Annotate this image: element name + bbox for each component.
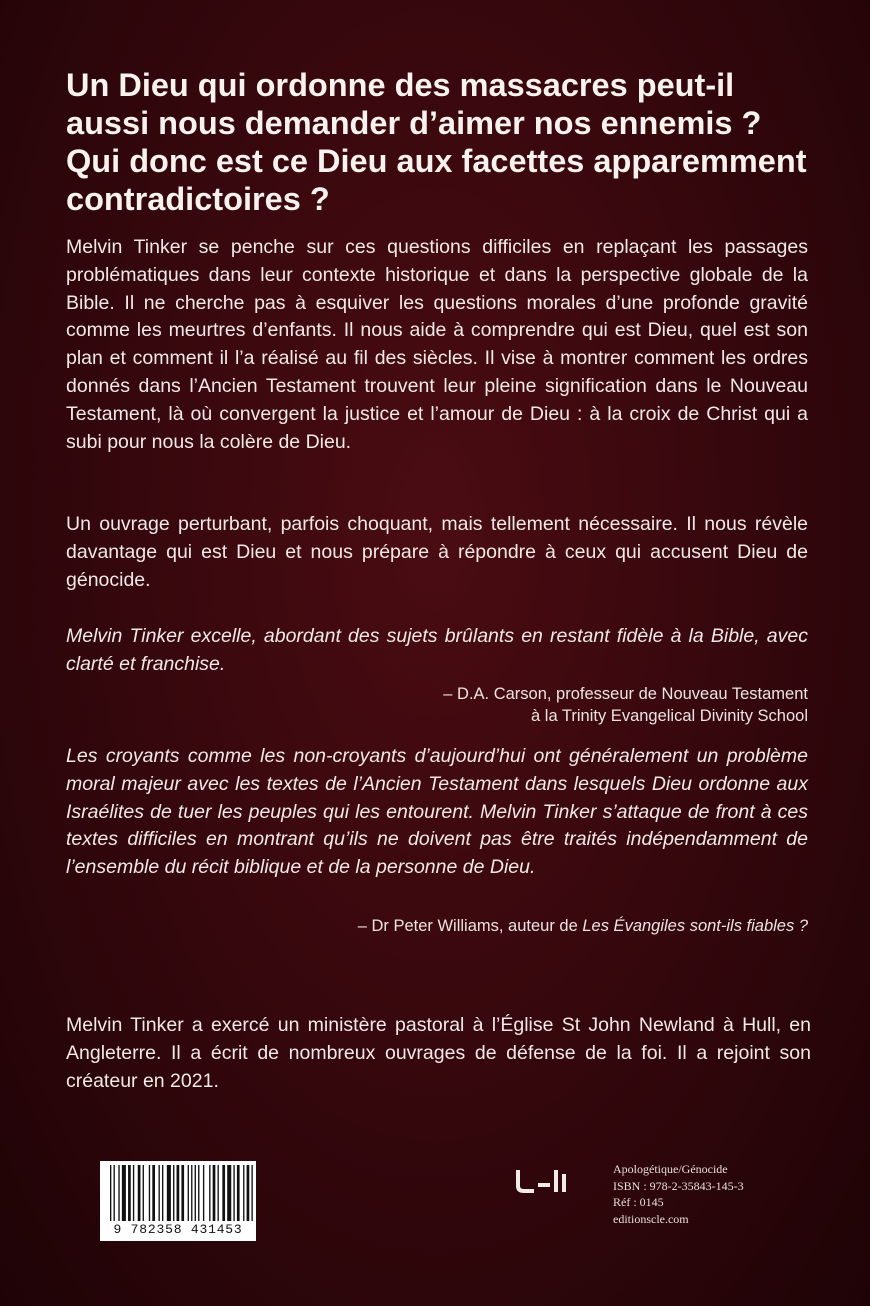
attribution-line: à la Trinity Evangelical Divinity School — [531, 707, 808, 725]
barcode-number: 9 782358 431453 — [100, 1221, 256, 1239]
barcode — [100, 1161, 256, 1241]
attribution-book-title: Les Évangiles sont-ils fiables ? — [582, 917, 808, 935]
publisher-logo-icon — [514, 1166, 576, 1194]
publication-info — [613, 1161, 744, 1227]
body-paragraph-2: Un ouvrage perturbant, parfois choquant, mais tellement nécessaire. Il nous révèle davantage qui est Dieu et nous prépare à répondre à ceux qui accusent Dieu de génocide. — [66, 513, 808, 591]
body-paragraph-1: Melvin Tinker se penche sur ces questions difficiles en replaçant les passages problématiques dans leur contexte historique et dans la perspective globale de la Bible. Il ne cherche pas à esquiver les questions morales d’une profonde gravité comme les meurtres d’enfants. Il nous aide à comprendre qui est Dieu, quel est son plan et comment il l’a réalisé au fil des siècles. Il vise à montrer comment les ordres donnés dans l’Ancien Testament trouvent leur pleine signification dans le Nouveau Testament, là où convergent la justice et l’amour de Dieu : à la croix de Christ qui a subi pour nous la colère de Dieu. — [66, 236, 808, 453]
endorsement-quote-carson: Melvin Tinker excelle, abordant des sujets brûlants en restant fidèle à la Bible, avec clarté et franchise. — [66, 625, 808, 675]
attribution-line: – D.A. Carson, professeur de Nouveau Testament — [443, 685, 808, 703]
reference-label: Réf : 0145 — [613, 1195, 664, 1209]
endorsement-attribution-williams — [358, 915, 808, 937]
barcode-bars-icon — [100, 1161, 256, 1223]
isbn-label: ISBN : 978-2-35843-145-3 — [613, 1178, 744, 1193]
category-label: Apologétique/Génocide — [613, 1162, 728, 1176]
website-label: editionscle.com — [613, 1211, 689, 1226]
endorsement-attribution-carson — [443, 683, 808, 727]
attribution-prefix: – Dr Peter Williams, auteur de — [357, 917, 578, 935]
endorsement-quote-williams: Les croyants comme les non-croyants d’aujourd’hui ont généralement un problème moral majeur avec les textes de l’Ancien Testament dans lesquels Dieu ordonne aux Israélites de tuer les peuples qui les entourent. Melvin Tinker s’attaque de front à ces textes difficiles en montrant qu’ils ne doivent pas être traités indépendamment de l’ensemble du récit biblique et de la personne de Dieu. — [66, 745, 808, 879]
headline: Un Dieu qui ordonne des massacres peut-il aussi nous demander d’aimer nos ennemis ? Qui donc est ce Dieu aux facettes apparemment contradictoires ? — [66, 67, 807, 217]
author-bio: Melvin Tinker a exercé un ministère pastoral à l’Église St John Newland à Hull, en Angleterre. Il a écrit de nombreux ouvrages de défense de la foi. Il a rejoint son créateur en 2021. — [66, 1014, 811, 1092]
